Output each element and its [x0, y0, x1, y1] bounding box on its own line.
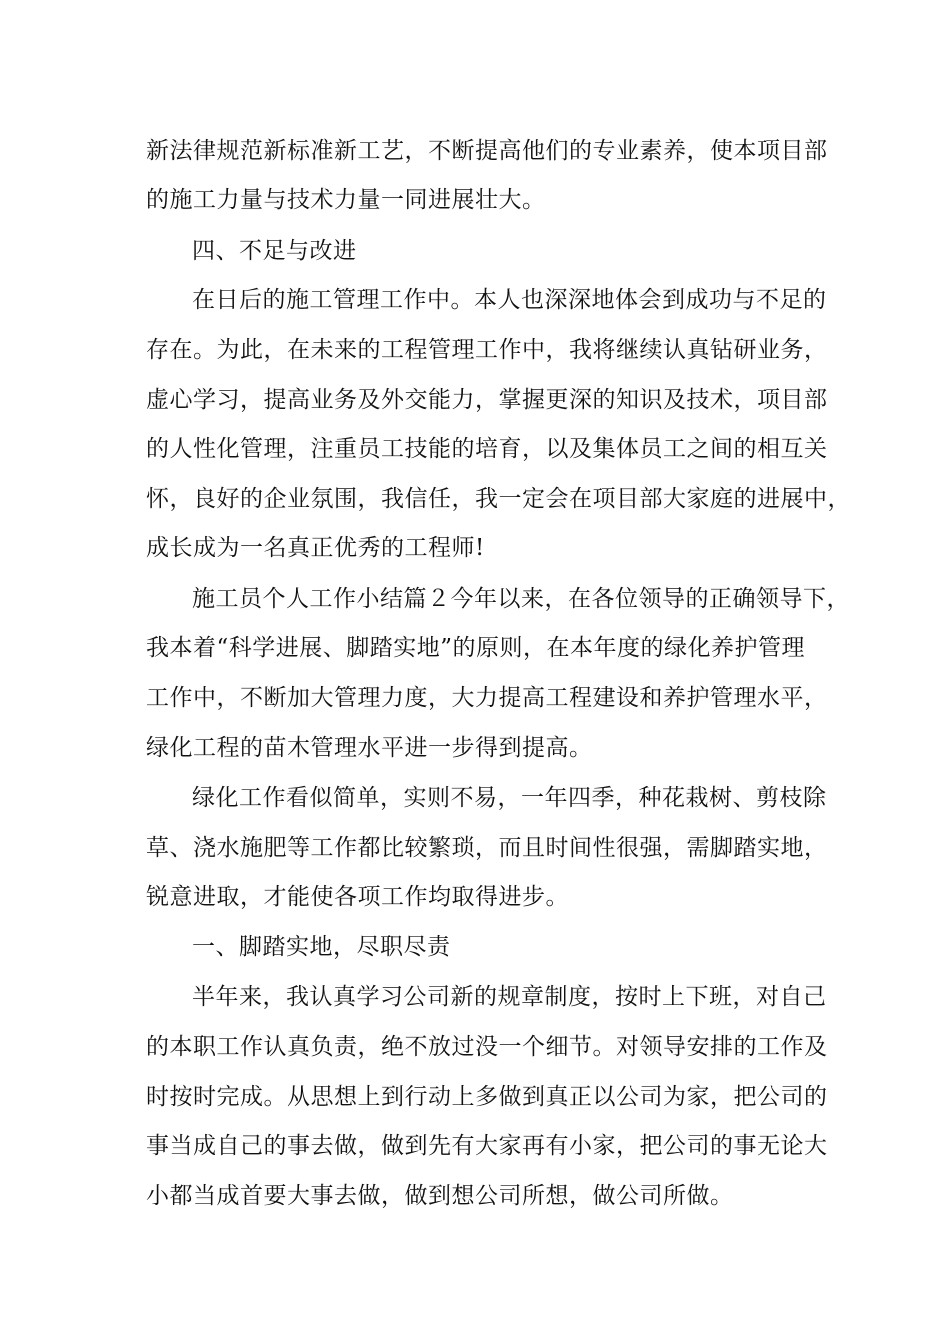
text-line: 在日后的施工管理工作中。本人也深深地体会到成功与不足的 [192, 287, 827, 313]
text-line: 草、浇水施肥等工作都比较繁琐，而且时间性很强，需脚踏实地， [146, 835, 828, 861]
text-line: 成长成为一名真正优秀的工程师! [146, 535, 485, 561]
text-line: 工作中，不断加大管理力度，大力提高工程建设和养护管理水平， [146, 685, 828, 711]
text-line: 半年来，我认真学习公司新的规章制度，按时上下班，对自己 [192, 984, 827, 1010]
text-line: 存在。为此，在未来的工程管理工作中，我将继续认真钻研业务， [146, 337, 828, 363]
section-heading: 一、脚踏实地，尽职尽责 [192, 934, 451, 960]
text-line: 的人性化管理，注重员工技能的培育，以及集体员工之间的相互关 [146, 436, 828, 462]
text-line: 绿化工作看似简单，实则不易，一年四季，种花栽树、剪枝除 [192, 785, 827, 811]
text-line: 小都当成首要大事去做，做到想公司所想，做公司所做。 [146, 1183, 734, 1209]
text-line: 事当成自己的事去做，做到先有大家再有小家，把公司的事无论大 [146, 1133, 828, 1159]
text-line: 怀，良好的企业氛围，我信任，我一定会在项目部大家庭的进展中， [146, 486, 851, 512]
text-line: 新法律规范新标准新工艺，不断提高他们的专业素养，使本项目部 [146, 138, 828, 164]
text-line: 我本着“科学进展、脚踏实地”的原则，在本年度的绿化养护管理 [146, 635, 806, 661]
section-heading: 四、不足与改进 [192, 238, 357, 264]
text-line: 绿化工程的苗木管理水平进一步得到提高。 [146, 735, 593, 761]
text-line: 的本职工作认真负责，绝不放过没一个细节。对领导安排的工作及 [146, 1034, 828, 1060]
text-line: 施工员个人工作小结篇２今年以来，在各位领导的正确领导下， [192, 586, 850, 612]
text-line: 锐意进取，才能使各项工作均取得进步。 [146, 884, 569, 910]
text-line: 虚心学习，提高业务及外交能力，掌握更深的知识及技术，项目部 [146, 387, 828, 413]
text-line: 时按时完成。从思想上到行动上多做到真正以公司为家，把公司的 [146, 1084, 828, 1110]
text-line: 的施工力量与技术力量一同进展壮大。 [146, 187, 546, 213]
